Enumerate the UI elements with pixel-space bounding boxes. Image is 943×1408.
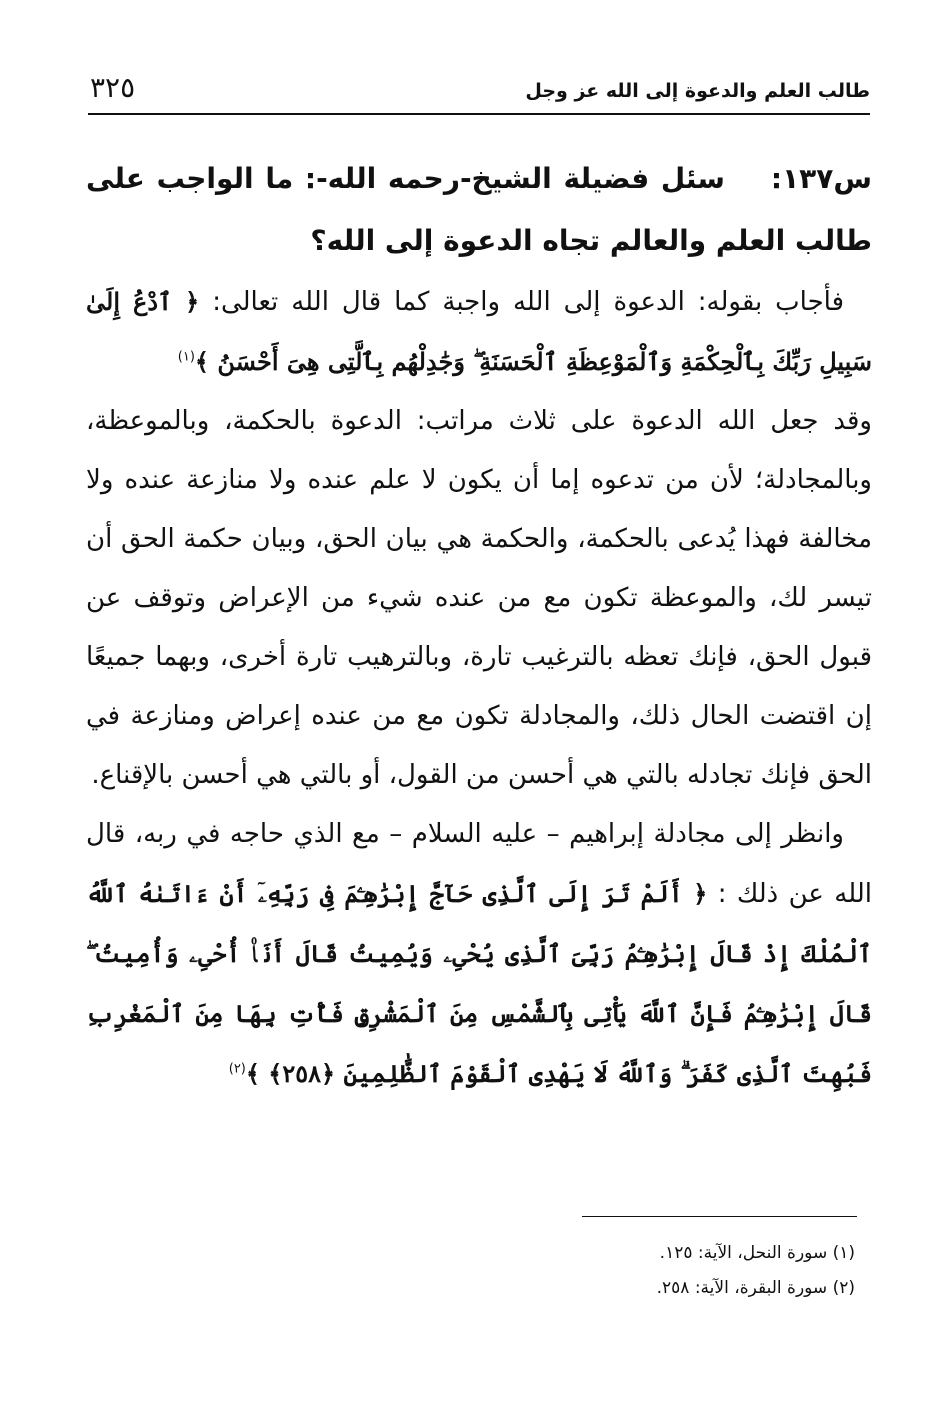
question-text: سئل فضيلة الشيخ-رحمه الله-: ما الواجب على طالب العلم والعالم تجاه الدعوة إلى الله؟ [86,162,872,257]
answer-paragraph-1: وقد جعل الله الدعوة على ثلاث مراتب: الدعوة بالحكمة، وبالموعظة، وبالمجادلة؛ لأن من تدعوه إما أن يكون لا علم عنده ولا منازعة عنده ولا مخالفة فهذا يُدعى بالحكمة، والحكمة هي بيان الحق، وبيان حكمة الحق أن تيسر لك، والموعظة تكون مع من عنده شيء من الإعراض وتوقف عن قبول الحق، فإنك تعظه بالترغيب تارة، وبالترهيب تارة أخرى، وبهما جميعًا إن اقتضت الحال ذلك، والمجادلة تكون مع من عنده إعراض ومنازعة في الحق فإنك تجادله بالتي هي أحسن من القول، أو بالتي هي أحسن بالإقناع. [86,406,872,790]
footnote-marker-1: (١) [177,349,195,365]
answer-intro: فأجاب بقوله: الدعوة إلى الله واجبة كما قال الله تعالى: [212,287,844,317]
answer-paragraph-2 [86,805,872,1104]
main-text [86,148,872,1104]
footnote-separator [582,1216,857,1217]
quran-verse-2: ﴿ أَلَمْ تَرَ إِلَى ٱلَّذِى حَآجَّ إِبْرَٰهِـۧمَ فِى رَبِّهِۦٓ أَنْ ءَاتَىٰهُ ٱللَّهُ ٱلْمُلْكَ إِذْ قَالَ إِبْرَٰهِـۧمُ رَبِّىَ ٱلَّذِى يُحْىِۦ وَيُمِيتُ قَالَ أَنَا۠ أُحْىِۦ وَأُمِيتُ ۖ قَالَ إِبْرَٰهِـۧمُ فَإِنَّ ٱللَّهَ يَأْتِى بِٱلشَّمْسِ مِنَ ٱلْمَشْرِقِ فَأْتِ بِهَا مِنَ ٱلْمَغْرِبِ فَبُهِتَ ٱلَّذِى كَفَرَ ۗ وَٱللَّهُ لَا يَهْدِى ٱلْقَوْمَ ٱلظَّٰلِمِينَ ﴿٢٥٨﴾ ﴾ [86,879,872,1088]
paragraph-2-intro: وانظر إلى مجادلة إبراهيم – عليه السلام – مع الذي حاجه في ربه، قال الله عن ذلك : [86,819,872,909]
quran-verse-1: ﴿ ٱدْعُ إِلَىٰ سَبِيلِ رَبِّكَ بِٱلْحِكْمَةِ وَٱلْمَوْعِظَةِ ٱلْحَسَنَةِ ۖ وَجَٰدِلْهُم بِٱلَّتِى هِىَ أَحْسَنُ ﴾ [86,287,872,376]
running-header-title: طالب العلم والدعوة إلى الله عز وجل [525,80,870,102]
page-number: ٣٢٥ [90,71,136,104]
question-number: س١٣٧: [770,162,872,195]
footnotes [255,1236,855,1306]
question-paragraph [86,148,872,272]
running-header [90,71,870,116]
footnote-marker-2: (٢) [228,1061,246,1077]
answer-intro-paragraph [86,272,872,392]
header-rule [88,113,870,115]
footnote-2: (٢) سورة البقرة، الآية: ٢٥٨. [656,1278,855,1298]
footnote-1: (١) سورة النحل، الآية: ١٢٥. [659,1243,855,1263]
